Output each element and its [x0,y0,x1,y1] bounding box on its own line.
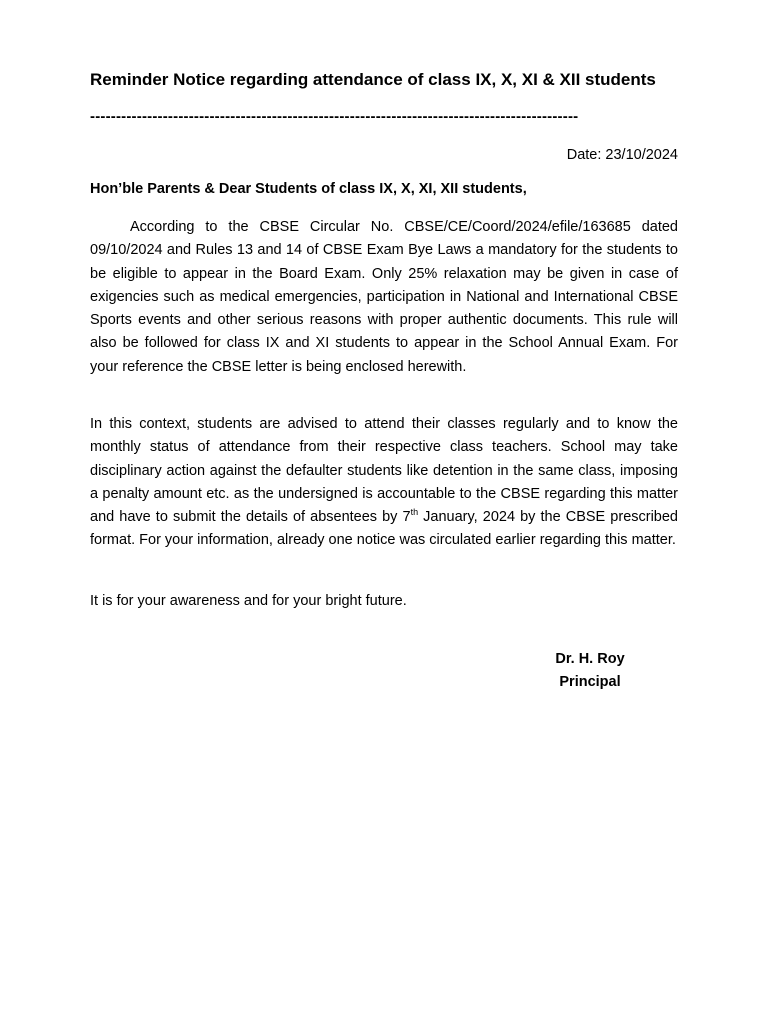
paragraph-closing: It is for your awareness and for your bright future. [90,593,407,609]
salutation: Hon’ble Parents & Dear Students of class IX, X, XI, XII students, [90,181,527,197]
paragraph-context-part2: January, 2024 by the CBSE prescribed format. For your information, already one notice was circulated earlier regarding this matter. [90,509,678,549]
ordinal-suffix: th [410,507,419,518]
signature-block [530,648,650,694]
paragraph-circular: According to the CBSE Circular No. CBSE/CE/Coord/2024/efile/163685 dated 09/10/2024 and Rules 13 and 14 of CBSE Exam Bye Laws a mandatory for the students to be eligible to appear in the Board Exam. Only 25% relaxation may be given in case of exigencies such as medical emergencies, participation in National and International CBSE Sports events and other serious reasons with proper authentic documents. This rule will also be followed for class IX and XI students to appear in the School Annual Exam. For your reference the CBSE letter is being enclosed herewith. [90,219,678,375]
paragraph-context [90,413,678,553]
notice-date: Date: 23/10/2024 [566,147,678,163]
signatory-title: Principal [559,674,621,690]
notice-title: Reminder Notice regarding attendance of class IX, X, XI & XII students [90,70,656,89]
title-separator: ---------------------------------------------------------------------------------------------- [90,108,579,125]
paragraph-context-part1: In this context, students are advised to attend their classes regularly and to know the monthly status of attendance from their respective class teachers. School may take disciplinary action against the defaulter students like detention in the same class, imposing a penalty amount etc. as the undersigned is accountable to the CBSE regarding this matter and have to submit the details of absentees by 7 [90,416,678,526]
signatory-name: Dr. H. Roy [555,651,625,667]
